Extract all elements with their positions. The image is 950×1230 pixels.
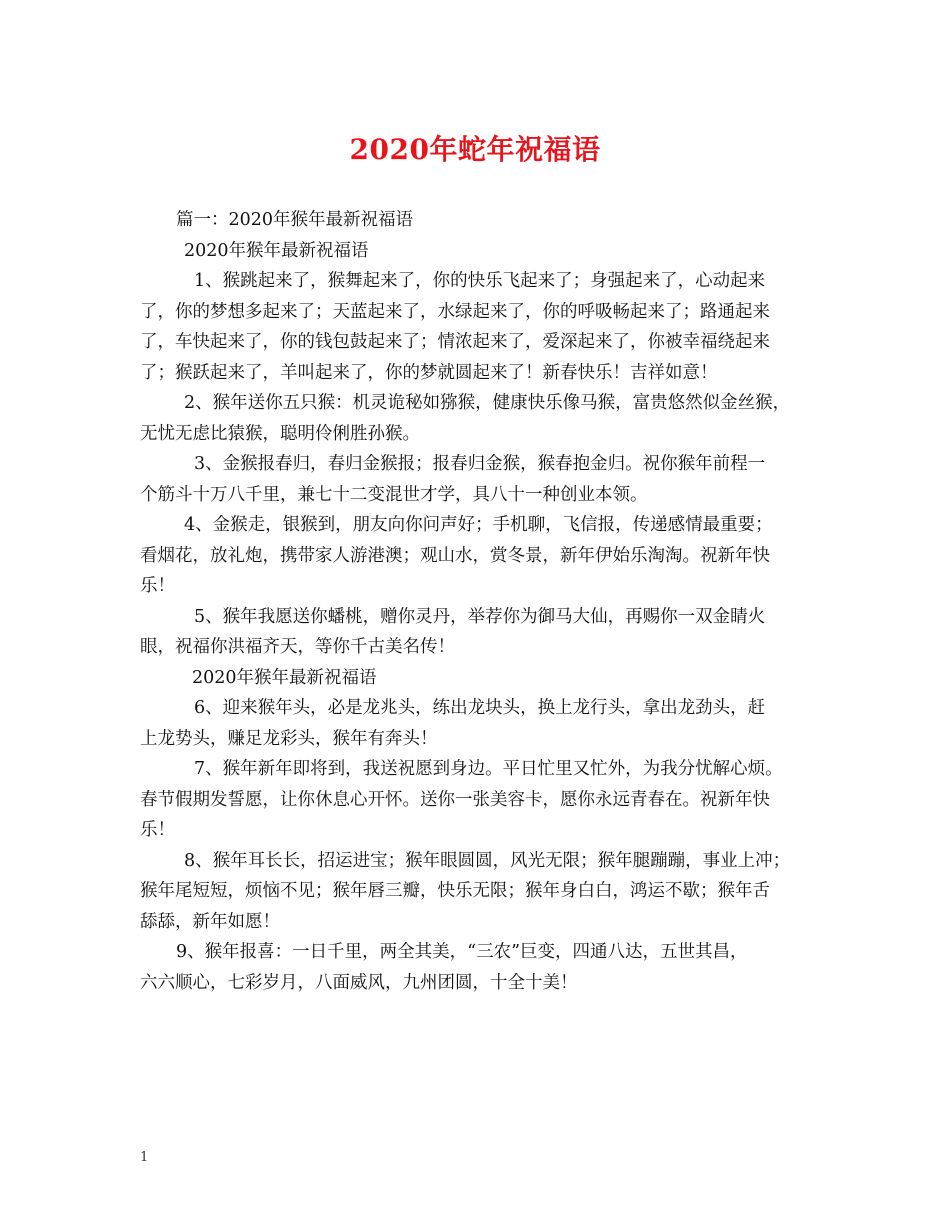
text-line: 眼，祝福你洪福齐天，等你千古美名传！ xyxy=(140,637,455,657)
text-line: 了；猴跃起来了，羊叫起来了，你的梦就圆起来了！新春快乐！吉祥如意！ xyxy=(140,362,718,383)
text-line: 舔舔，新年如愿！ xyxy=(140,911,280,932)
document-title: 2020年蛇年祝福语 xyxy=(349,133,601,166)
page-number: 1 xyxy=(140,1150,149,1165)
text-line: 乐！ xyxy=(140,576,175,596)
text-line: 3、金猴报春归，春归金猴报；报春归金猴，猴春抱金归。祝你猴年前程一 xyxy=(194,454,766,474)
text-line: 了，你的梦想多起来了；天蓝起来了，水绿起来了，你的呼吸畅起来了；路通起来 xyxy=(140,301,770,322)
text-line: 2、猴年送你五只猴：机灵诡秘如猕猴，健康快乐像马猴，富贵悠然似金丝猴， xyxy=(184,393,791,413)
text-line: 6、迎来猴年头，必是龙兆头，练出龙块头，换上龙行头，拿出龙劲头，赶 xyxy=(194,698,766,718)
text-line: 看烟花，放礼炮，携带家人游港澳；观山水，赏冬景，新年伊始乐淘淘。祝新年快 xyxy=(140,545,770,566)
text-line: 8、猴年耳长长，招运进宝；猴年眼圆圆，风光无限；猴年腿蹦蹦，事业上冲； xyxy=(184,850,791,871)
text-line: 六六顺心，七彩岁月，八面威风，九州团圆，十全十美！ xyxy=(140,972,578,993)
text-line: 春节假期发誓愿，让你休息心开怀。送你一张美容卡，愿你永远青春在。祝新年快 xyxy=(140,789,770,810)
text-line: 2020年猴年最新祝福语 xyxy=(192,667,377,688)
text-line: 猴年尾短短，烦恼不见；猴年唇三瓣，快乐无限；猴年身白白，鸿运不歇；猴年舌 xyxy=(140,881,770,901)
text-line: 了，车快起来了，你的钱包鼓起来了；情浓起来了，爱深起来了，你被幸福绕起来 xyxy=(140,332,770,352)
text-line: 7、猴年新年即将到，我送祝愿到身边。平日忙里又忙外，为我分忧解心烦。 xyxy=(194,759,783,779)
text-line: 篇一：2020年猴年最新祝福语 xyxy=(176,210,414,230)
text-line: 9、猴年报喜：一日千里，两全其美，“三农”巨变，四通八达，五世其昌， xyxy=(176,942,748,962)
text-line: 2020年猴年最新祝福语 xyxy=(184,240,369,261)
text-line: 乐！ xyxy=(140,820,175,840)
text-line: 1、猴跳起来了，猴舞起来了，你的快乐飞起来了；身强起来了，心动起来 xyxy=(194,271,766,291)
text-line: 4、金猴走，银猴到，朋友向你问声好；手机聊，飞信报，传递感情最重要； xyxy=(184,515,773,535)
text-line: 5、猴年我愿送你蟠桃，赠你灵丹，举荐你为御马大仙，再赐你一双金睛火 xyxy=(194,606,766,627)
text-line: 无忧无虑比猿猴，聪明伶俐胜孙猴。 xyxy=(140,423,420,444)
text-line: 上龙势头，赚足龙彩头，猴年有奔头！ xyxy=(140,728,438,749)
document-body xyxy=(140,205,830,998)
text-line: 个筋斗十万八千里，兼七十二变混世才学，具八十一种创业本领。 xyxy=(140,484,648,505)
